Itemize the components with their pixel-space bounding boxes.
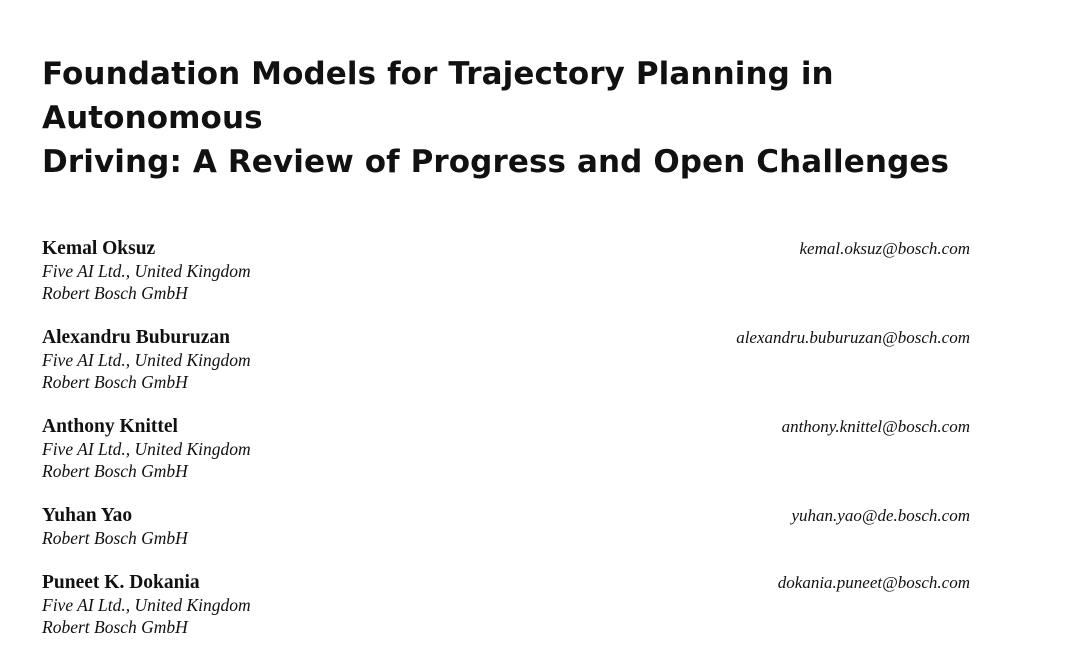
author-email: alexandru.buburuzan@bosch.com bbox=[736, 328, 970, 347]
author-affiliation: Five AI Ltd., United Kingdom bbox=[42, 350, 251, 370]
author-email: yuhan.yao@de.bosch.com bbox=[791, 506, 970, 525]
author-affiliation: Robert Bosch GmbH bbox=[42, 461, 188, 481]
author-name: Yuhan Yao bbox=[42, 505, 133, 526]
author-name: Puneet K. Dokania bbox=[42, 572, 200, 593]
paper-title-line-1: Foundation Models for Trajectory Planning in Autonomous bbox=[42, 56, 834, 136]
author-block bbox=[42, 504, 970, 549]
author-block bbox=[42, 571, 970, 638]
author-affiliation: Robert Bosch GmbH bbox=[42, 372, 188, 392]
author-email: anthony.knittel@bosch.com bbox=[781, 417, 970, 436]
author-affiliation: Robert Bosch GmbH bbox=[42, 617, 188, 637]
author-block bbox=[42, 237, 970, 304]
author-affiliation: Robert Bosch GmbH bbox=[42, 283, 188, 303]
paper-title bbox=[42, 52, 970, 184]
author-block bbox=[42, 415, 970, 482]
author-email: dokania.puneet@bosch.com bbox=[777, 573, 970, 592]
paper-header bbox=[42, 52, 970, 660]
author-name: Anthony Knittel bbox=[42, 416, 178, 437]
author-affiliation: Robert Bosch GmbH bbox=[42, 528, 188, 548]
author-list bbox=[42, 237, 970, 638]
author-name: Alexandru Buburuzan bbox=[42, 327, 231, 348]
author-affiliation: Five AI Ltd., United Kingdom bbox=[42, 261, 251, 281]
author-block bbox=[42, 326, 970, 393]
paper-title-line-2: Driving: A Review of Progress and Open Challenges bbox=[42, 144, 950, 180]
author-email: kemal.oksuz@bosch.com bbox=[799, 239, 970, 258]
author-name: Kemal Oksuz bbox=[42, 238, 156, 259]
author-affiliation: Five AI Ltd., United Kingdom bbox=[42, 595, 251, 615]
author-affiliation: Five AI Ltd., United Kingdom bbox=[42, 439, 251, 459]
